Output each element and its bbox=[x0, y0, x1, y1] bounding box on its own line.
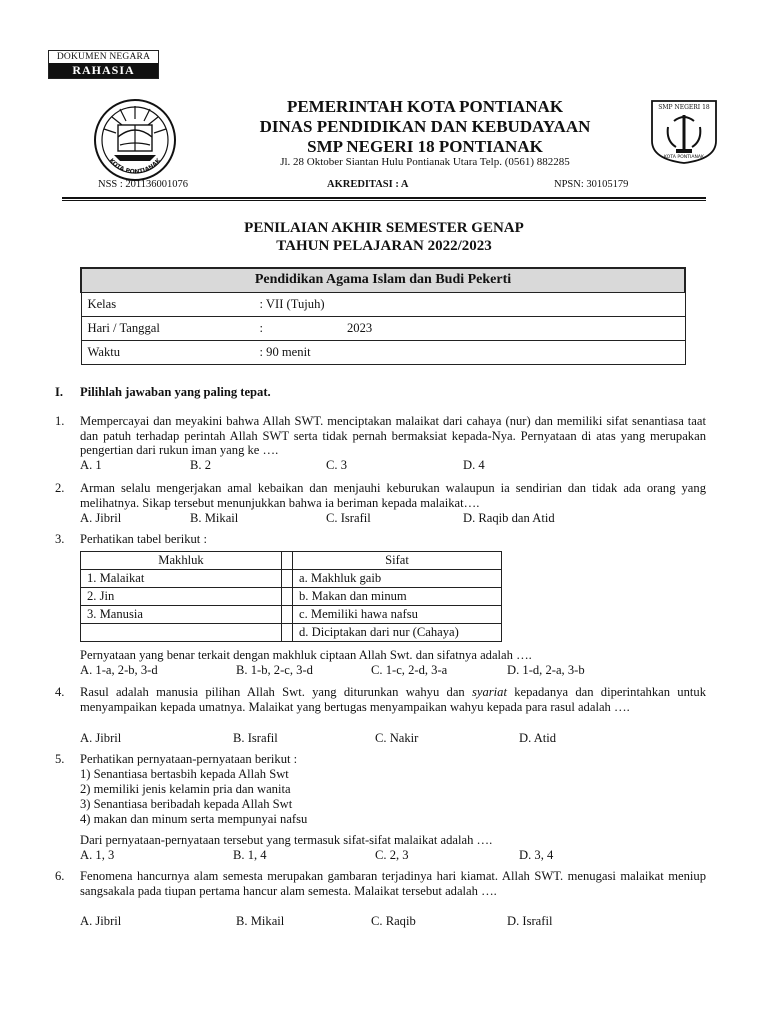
table-header-sifat: Sifat bbox=[293, 552, 502, 570]
question-4-option-c: C. Nakir bbox=[375, 731, 419, 745]
question-6-text: Fenomena hancurnya alam semesta merupakan gambaran terjadinya hari kiamat. Allah SWT. menugasi malaikat meniup sangsakala pada tiupan pertama hancur alam semesta. Malaikat tersebut adalah …. bbox=[80, 869, 706, 898]
class-value: : VII (Tujuh) bbox=[254, 293, 686, 317]
question-6-option-b: B. Mikail bbox=[236, 914, 285, 928]
question-6-option-c: C. Raqib bbox=[371, 914, 416, 928]
question-1-option-b: B. 2 bbox=[190, 458, 211, 472]
npsn-number: NPSN: 30105179 bbox=[554, 179, 629, 190]
table-row: 1. Malaikat a. Makhluk gaib bbox=[81, 570, 502, 588]
table-row: 2. Jin b. Makan dan minum bbox=[81, 588, 502, 606]
question-3-option-a: A. 1-a, 2-b, 3-d bbox=[80, 663, 158, 677]
question-4-text: Rasul adalah manusia pilihan Allah Swt. yang diturunkan wahyu dan syariat kepadanya dan diperintahkan untuk menyampaikan kepada umatnya. Malaikat yang bertugas menyampaikan wahyu kepada para rasul adalah …. bbox=[80, 685, 706, 714]
question-6-option-a: A. Jibril bbox=[80, 914, 122, 928]
question-5-text: Dari pernyataan-pernyataan tersebut yang termasuk sifat-sifat malaikat adalah …. bbox=[80, 833, 493, 847]
question-2-number: 2. bbox=[55, 481, 65, 495]
question-5-option-b: B. 1, 4 bbox=[233, 848, 267, 862]
duration-value: : 90 menit bbox=[254, 341, 686, 365]
question-2-text: Arman selalu mengerjakan amal kebaikan dan menjauhi keburukan walaupun ia sendirian dan tidak ada orang yang melihatnya. Sikap tersebut menunjukkan bahwa ia beriman kepada malaikat…. bbox=[80, 481, 706, 510]
accreditation: AKREDITASI : A bbox=[327, 179, 409, 190]
date-label: Hari / Tanggal bbox=[81, 317, 254, 341]
section-number: I. bbox=[55, 385, 64, 399]
list-item: 2) memiliki jenis kelamin pria dan wanita bbox=[80, 782, 291, 796]
question-2-option-a: A. Jibril bbox=[80, 511, 122, 525]
subject-name: Pendidikan Agama Islam dan Budi Pekerti bbox=[81, 268, 685, 293]
stamp-top-label: DOKUMEN NEGARA bbox=[56, 52, 151, 62]
table-row: 3. Manusia c. Memiliki hawa nafsu bbox=[81, 606, 502, 624]
school-logo-bottom-text: KOTA PONTIANAK bbox=[663, 155, 705, 160]
class-label: Kelas bbox=[81, 293, 254, 317]
exam-info-table bbox=[80, 267, 686, 365]
question-6-number: 6. bbox=[55, 869, 65, 883]
question-3-option-b: B. 1-b, 2-c, 3-d bbox=[236, 663, 313, 677]
question-2-option-c: C. Israfil bbox=[326, 511, 371, 525]
table-header-makhluk: Makhluk bbox=[81, 552, 282, 570]
question-6-option-d: D. Israfil bbox=[507, 914, 553, 928]
school-address: Jl. 28 Oktober Siantan Hulu Pontianak Utara Telp. (0561) 882285 bbox=[280, 156, 570, 168]
letterhead-divider-thin bbox=[62, 200, 706, 201]
letterhead-school: SMP NEGERI 18 PONTIANAK bbox=[307, 137, 543, 156]
question-5-number: 5. bbox=[55, 752, 65, 766]
duration-label: Waktu bbox=[81, 341, 254, 365]
section-title: Pilihlah jawaban yang paling tepat. bbox=[80, 385, 271, 399]
list-item: 3) Senantiasa beribadah kepada Allah Swt bbox=[80, 797, 293, 811]
question-4-option-b: B. Israfil bbox=[233, 731, 278, 745]
question-3-option-d: D. 1-d, 2-a, 3-b bbox=[507, 663, 585, 677]
exam-year: TAHUN PELAJARAN 2022/2023 bbox=[276, 238, 492, 254]
question-3-option-c: C. 1-c, 2-d, 3-a bbox=[371, 663, 448, 677]
question-3-number: 3. bbox=[55, 532, 65, 546]
city-emblem-logo bbox=[92, 97, 178, 183]
question-4-option-d: D. Atid bbox=[519, 731, 557, 745]
school-logo bbox=[648, 97, 720, 165]
table-row: d. Diciptakan dari nur (Cahaya) bbox=[81, 624, 502, 642]
list-item: 4) makan dan minum serta mempunyai nafsu bbox=[80, 812, 308, 826]
letterhead-government: PEMERINTAH KOTA PONTIANAK bbox=[286, 97, 564, 116]
question-5-intro: Perhatikan pernyataan-pernyataan berikut : bbox=[80, 752, 298, 766]
creature-trait-table bbox=[80, 551, 502, 642]
date-value: : 2023 bbox=[254, 317, 686, 341]
nss-number: NSS : 201136001076 bbox=[98, 179, 189, 190]
question-1-text: Mempercayai dan meyakini bahwa Allah SWT. menciptakan malaikat dari cahaya (nur) dan memiliki sifat senantiasa taat dan patuh terhadap perintah Allah SWT serta tidak pernah bermaksiat kepada-Nya. Pernyataan di atas yang merupakan pengertian dari rukun iman yang ke …. bbox=[80, 414, 706, 458]
question-4-number: 4. bbox=[55, 685, 65, 699]
question-5-option-d: D. 3, 4 bbox=[519, 848, 554, 862]
syariat-term: syariat bbox=[471, 685, 507, 699]
question-3-intro: Perhatikan tabel berikut : bbox=[80, 532, 207, 546]
question-4-option-a: A. Jibril bbox=[80, 731, 122, 745]
question-1-option-a: A. 1 bbox=[80, 458, 102, 472]
question-2-option-d: D. Raqib dan Atid bbox=[463, 511, 555, 525]
school-logo-top-text: SMP NEGERI 18 bbox=[658, 104, 710, 111]
question-1-option-c: C. 3 bbox=[326, 458, 347, 472]
exam-title: PENILAIAN AKHIR SEMESTER GENAP bbox=[244, 220, 524, 236]
question-1-option-d: D. 4 bbox=[463, 458, 485, 472]
question-2-option-b: B. Mikail bbox=[190, 511, 239, 525]
list-item: 1) Senantiasa bertasbih kepada Allah Swt bbox=[80, 767, 289, 781]
document-classification-stamp bbox=[48, 50, 159, 79]
question-5-option-c: C. 2, 3 bbox=[375, 848, 409, 862]
letterhead-department: DINAS PENDIDIKAN DAN KEBUDAYAAN bbox=[259, 117, 591, 136]
question-3-text: Pernyataan yang benar terkait dengan makhluk ciptaan Allah Swt. dan sifatnya adalah …. bbox=[80, 648, 532, 662]
letterhead-divider bbox=[62, 197, 706, 199]
question-1-number: 1. bbox=[55, 414, 65, 428]
stamp-bottom-label: RAHASIA bbox=[49, 63, 158, 78]
city-emblem-text: KOTA PONTIANAK bbox=[107, 157, 163, 176]
question-5-option-a: A. 1, 3 bbox=[80, 848, 115, 862]
